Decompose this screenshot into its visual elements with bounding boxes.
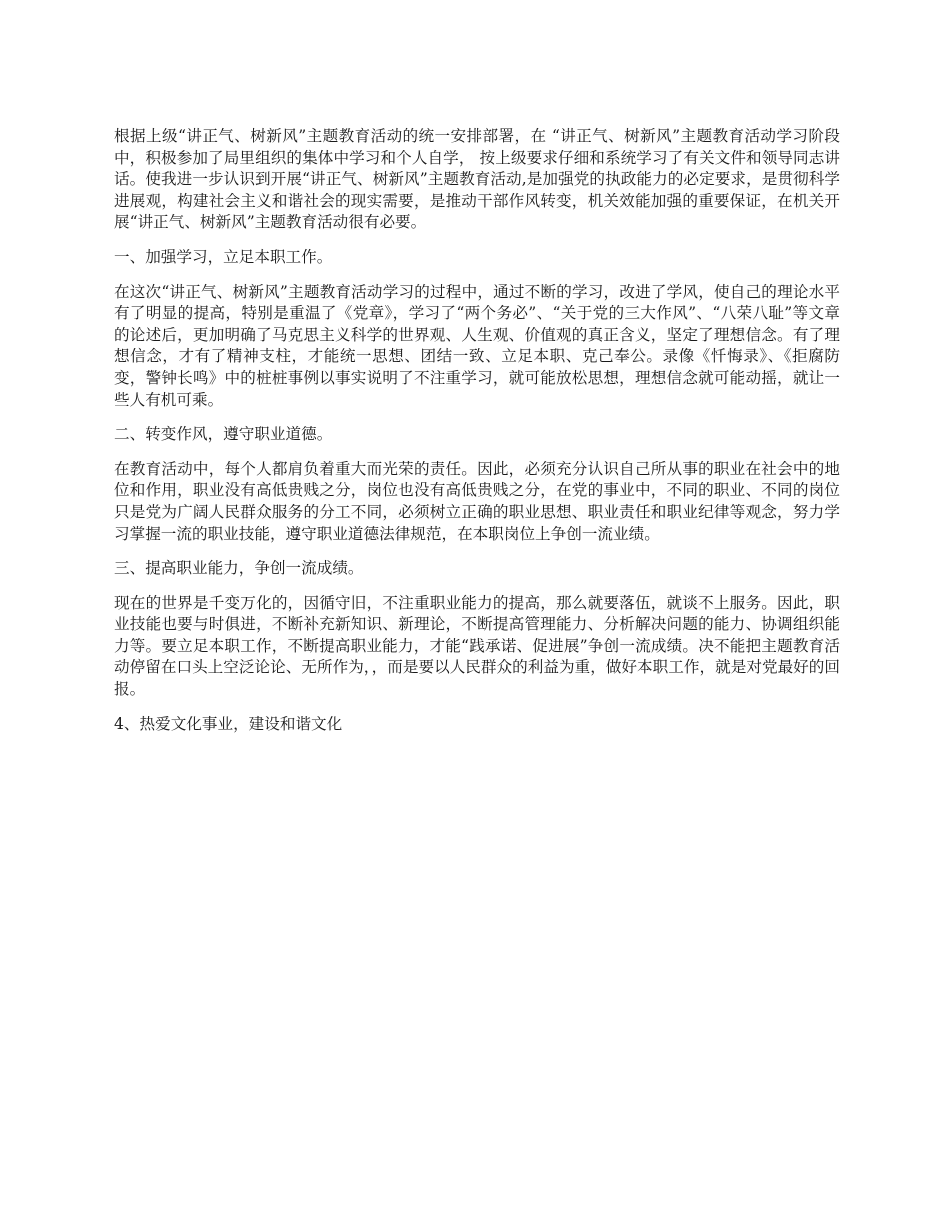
section-paragraph-1: 在这次“讲正气、树新风”主题教育活动学习的过程中，通过不断的学习，改进了学风，使自己的理论水平有了明显的提高，特别是重温了《党章》，学习了“两个务必”、“关于党的三大作风”、“八荣八耻”等文章的论述后，更加明确了马克思主义科学的世界观、人生观、价值观的真正含义，坚定了理想信念。有了理想信念，才有了精神支柱，才能统一思想、团结一致、立足本职、克己奉公。录像《忏悔录》、《拒腐防变，警钟长鸣》中的桩桩事例以事实说明了不注重学习，就可能放松思想，理想信念就可能动摇，就让一些人有机可乘。: [114, 282, 840, 409]
section-paragraph-2: 在教育活动中，每个人都肩负着重大而光荣的责任。因此，必须充分认识自己所从事的职业在社会中的地位和作用，职业没有高低贵贱之分，岗位也没有高低贵贱之分，在党的事业中，不同的职业、不同的岗位只是党为广阔人民群众服务的分工不同，必须树立正确的职业思想、职业责任和职业纪律等观念，努力学习掌握一流的职业技能，遵守职业道德法律规范，在本职岗位上争创一流业绩。: [114, 459, 840, 543]
document-body: [114, 126, 840, 748]
intro-paragraph: 根据上级“讲正气、树新风”主题教育活动的统一安排部署，在 “讲正气、树新风”主题教育活动学习阶段中，积极参加了局里组织的集体中学习和个人自学， 按上级要求仔细和系统学习了有关文件和领导同志讲话。使我进一步认识到开展“讲正气、树新风”主题教育活动,是加强党的执政能力的必定要求，是贯彻科学进展观，构建社会主义和谐社会的现实需要，是推动干部作风转变，机关效能加强的重要保证，在机关开展“讲正气、树新风”主题教育活动很有必要。: [114, 127, 840, 232]
section-heading-3: 三、提高职业能力，争创一流成绩。: [114, 559, 364, 578]
section-heading-1: 一、加强学习，立足本职工作。: [114, 247, 333, 266]
section-heading-2: 二、转变作风，遵守职业道德。: [114, 425, 333, 444]
section-heading-4: 4、热爱文化事业，建设和谐文化: [114, 714, 343, 733]
section-paragraph-3: 现在的世界是千变万化的，因循守旧，不注重职业能力的提高，那么就要落伍，就谈不上服务。因此，职业技能也要与时俱进，不断补充新知识、新理论，不断提高管理能力、分析解决问题的能力、协调组织能力等。要立足本职工作，不断提高职业能力，才能“践承诺、促进展”争创一流成绩。决不能把主题教育活动停留在口头上空泛论论、无所作为，，而是要以人民群众的利益为重，做好本职工作，就是对党最好的回报。: [114, 593, 840, 699]
